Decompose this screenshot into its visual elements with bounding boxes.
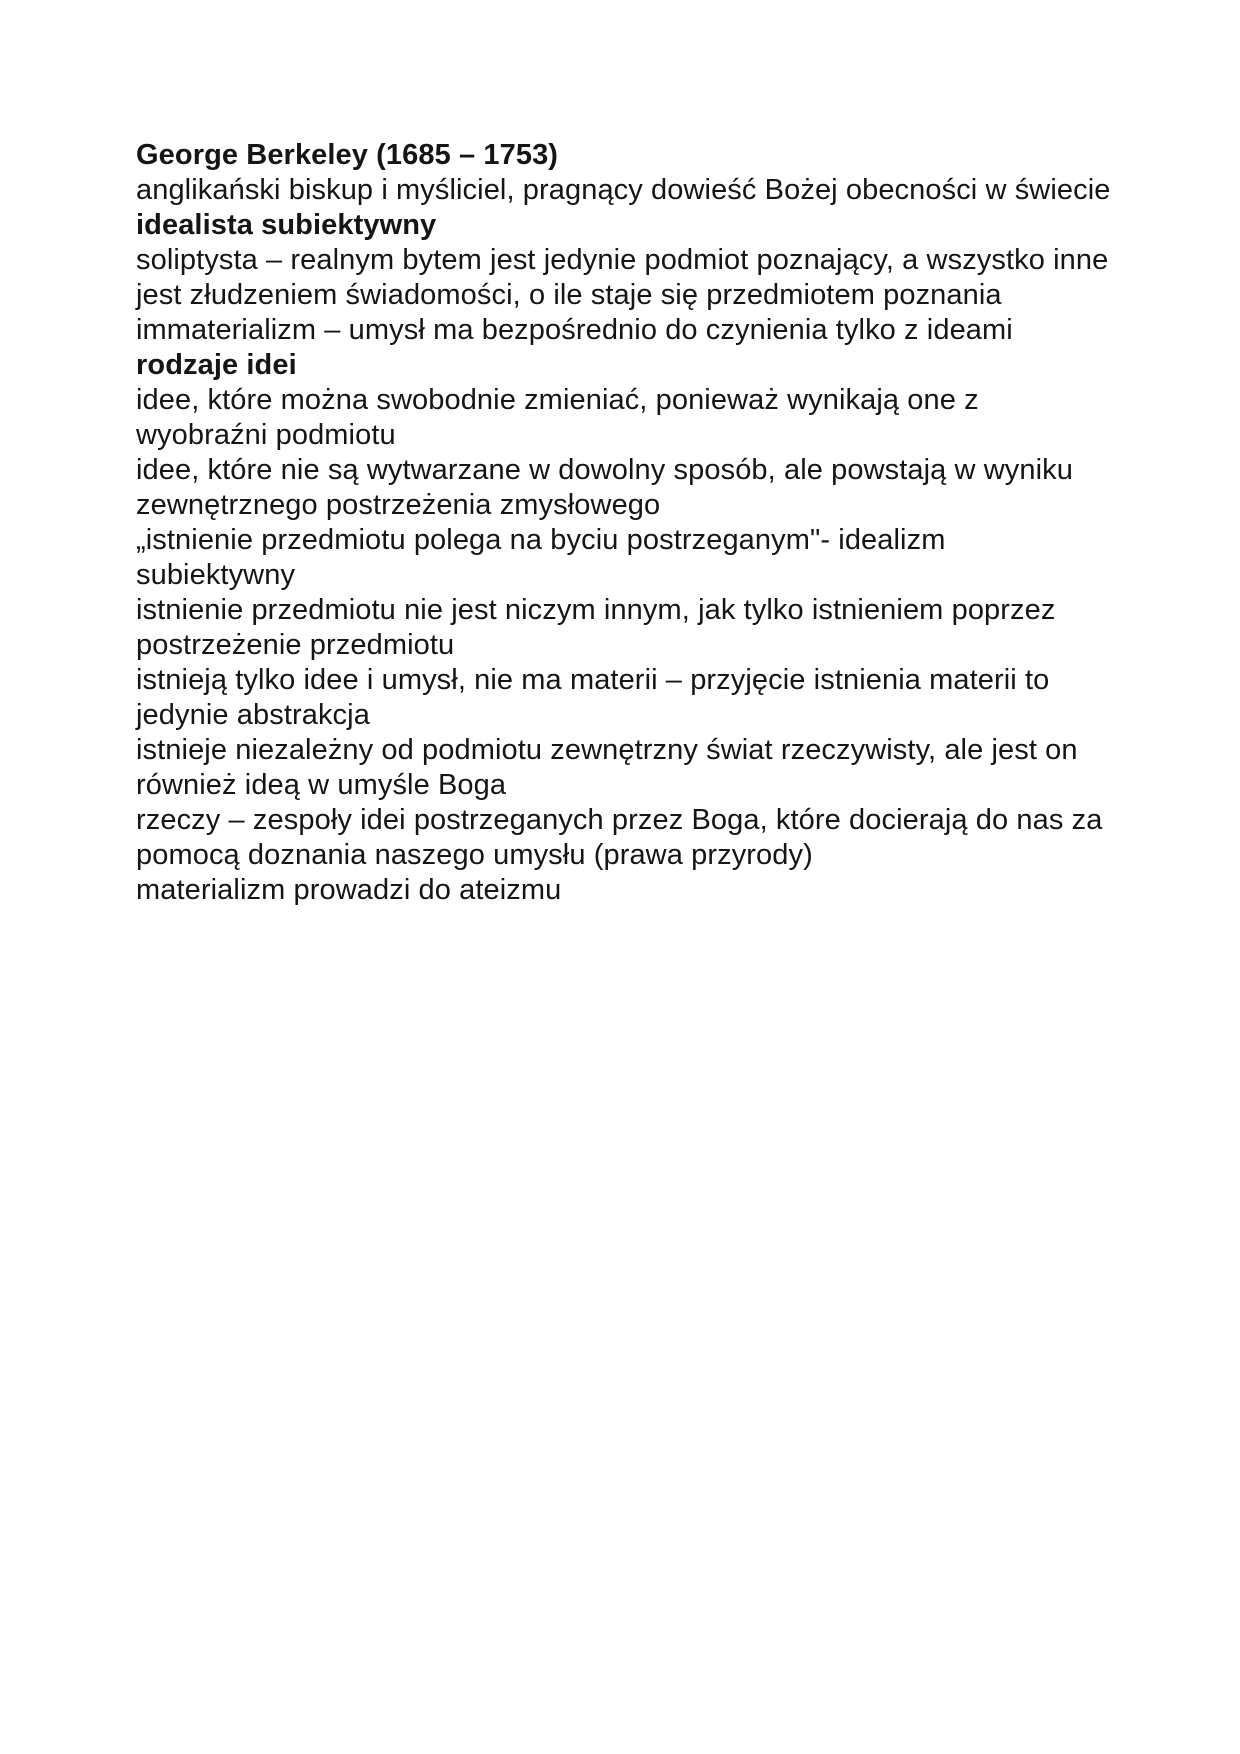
paragraph: „istnienie przedmiotu polega na byciu postrzeganym"- idealizm subiektywny — [136, 524, 946, 591]
section-heading: George Berkeley (1685 – 1753) — [136, 139, 559, 171]
paragraph: materializm prowadzi do ateizmu — [136, 874, 562, 906]
paragraph: istnieją tylko idee i umysł, nie ma materii – przyjęcie istnienia materii to jedynie abstrakcja — [136, 664, 1050, 731]
document-body — [136, 138, 1111, 908]
paragraph: istnienie przedmiotu nie jest niczym innym, jak tylko istnieniem poprzez postrzeżenie przedmiotu — [136, 594, 1056, 661]
paragraph: idee, które nie są wytwarzane w dowolny sposób, ale powstają w wyniku zewnętrznego postrzeżenia zmysłowego — [136, 454, 1073, 521]
section-heading: idealista subiektywny — [136, 209, 437, 241]
section-heading: rodzaje idei — [136, 349, 297, 381]
paragraph: istnieje niezależny od podmiotu zewnętrzny świat rzeczywisty, ale jest on również ideą w umyśle Boga — [136, 734, 1078, 801]
paragraph: soliptysta – realnym bytem jest jedynie podmiot poznający, a wszystko inne jest złudzeniem świadomości, o ile staje się przedmiotem poznania — [136, 244, 1109, 311]
paragraph: anglikański biskup i myśliciel, pragnący dowieść Bożej obecności w świecie — [136, 174, 1111, 206]
paragraph: immaterializm – umysł ma bezpośrednio do czynienia tylko z ideami — [136, 314, 1013, 346]
paragraph: rzeczy – zespoły idei postrzeganych przez Boga, które docierają do nas za pomocą doznania naszego umysłu (prawa przyrody) — [136, 804, 1103, 871]
paragraph: idee, które można swobodnie zmieniać, ponieważ wynikają one z wyobraźni podmiotu — [136, 384, 979, 451]
